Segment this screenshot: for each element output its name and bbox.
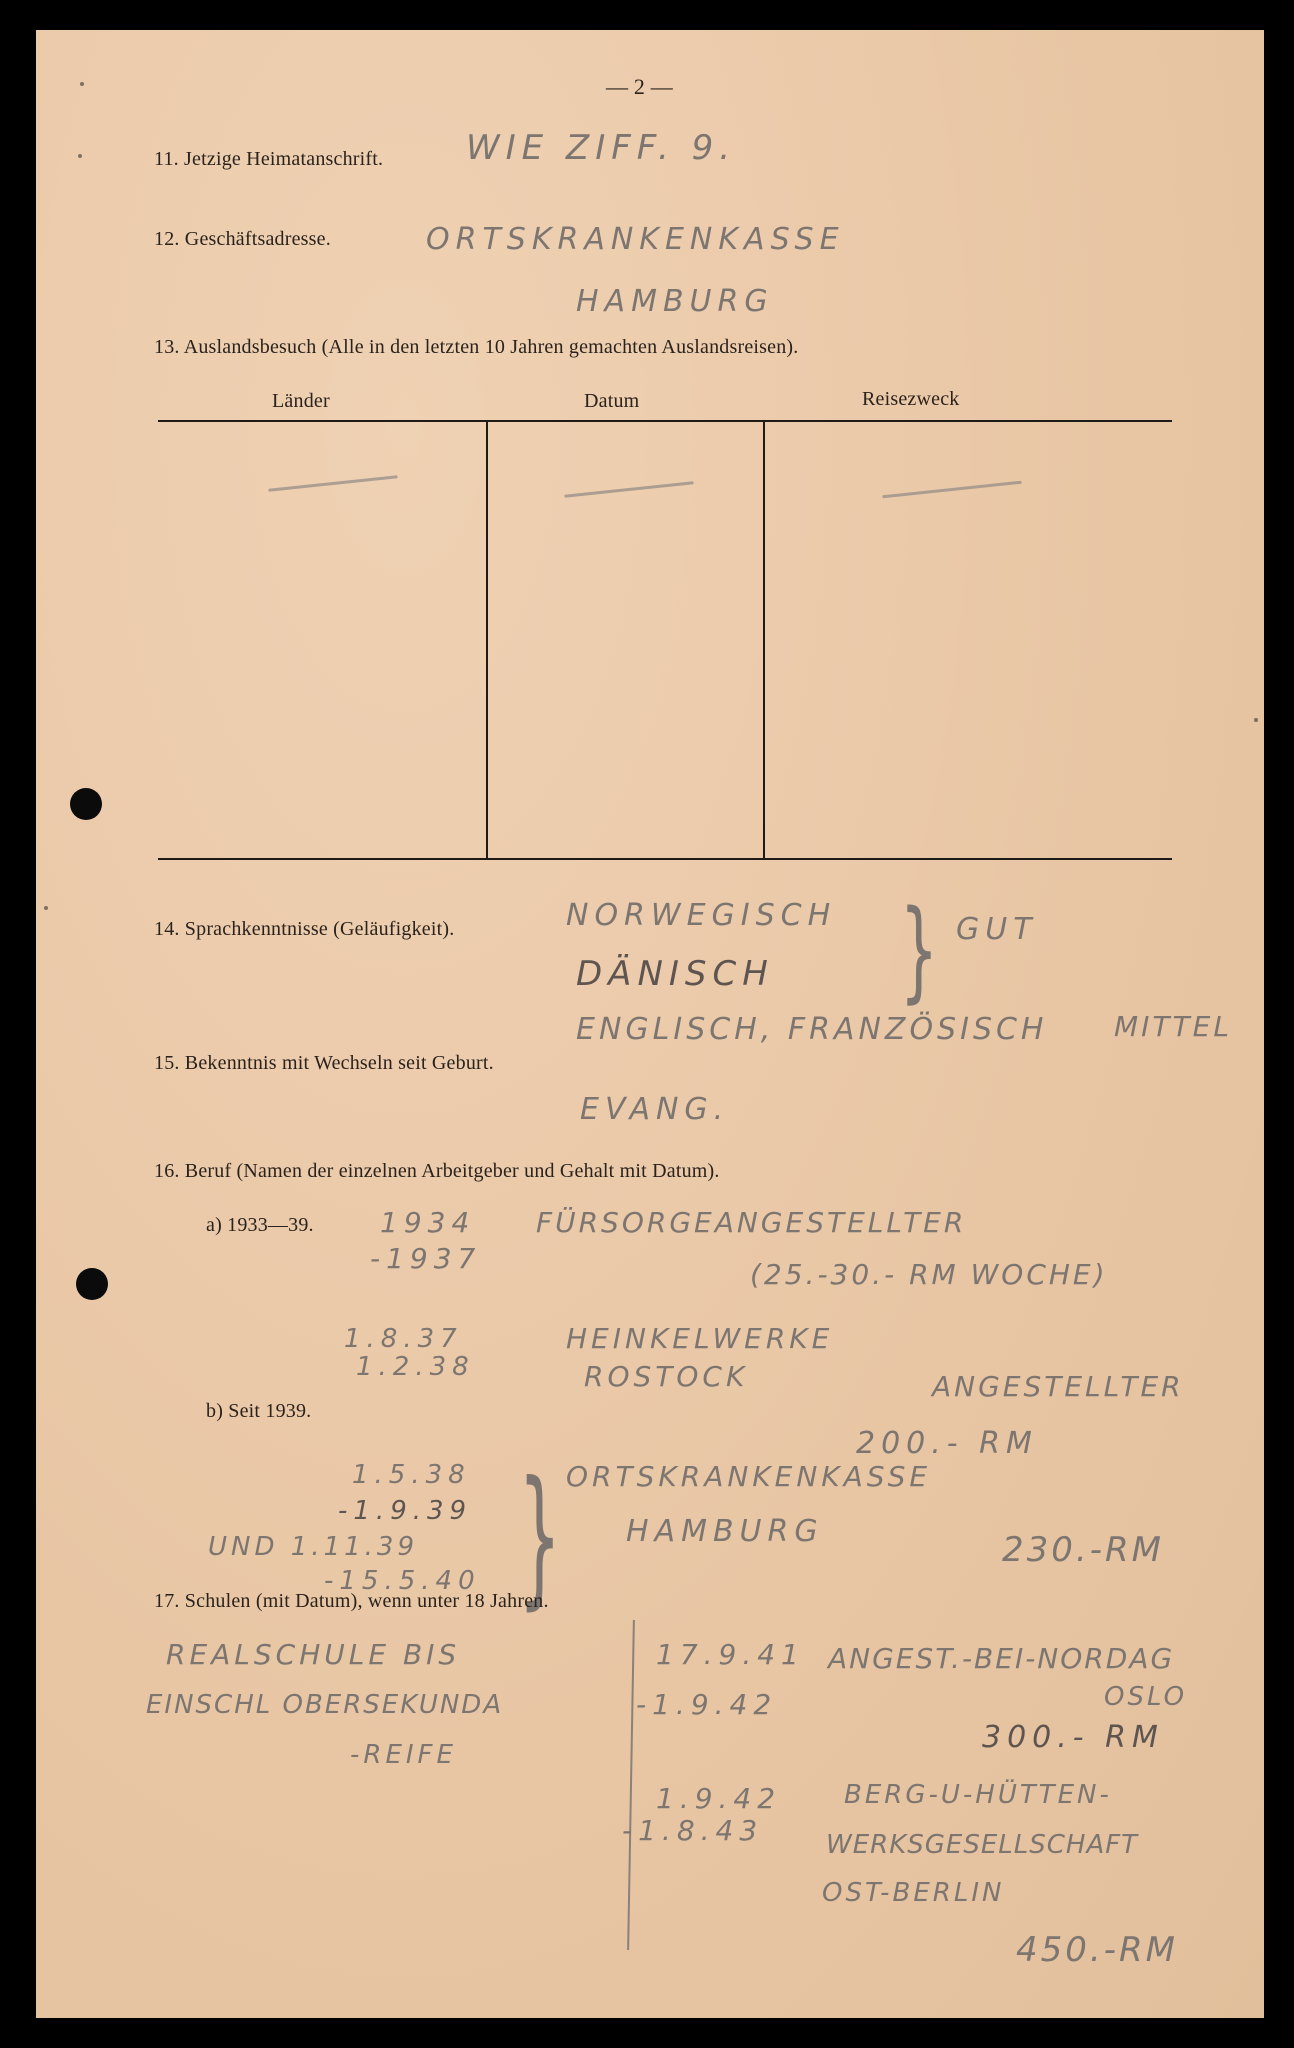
e2-salary: 200.- RM	[856, 1426, 1038, 1461]
table-bottom-rule	[158, 858, 1172, 860]
q14-lang2: DÄNISCH	[576, 954, 774, 994]
e3-date-4: -15.5.40	[324, 1566, 481, 1596]
e3-date-1: 1.5.38	[352, 1460, 471, 1490]
paper-speck	[1254, 718, 1258, 722]
e4-salary: 300.- RM	[982, 1720, 1164, 1755]
q16-a-label: a) 1933—39.	[206, 1214, 314, 1236]
school-line2: EINSCHL OBERSEKUNDA	[146, 1690, 504, 1720]
school-divider-line	[627, 1620, 635, 1950]
q15-answer: EVANG.	[580, 1092, 730, 1127]
e2-employer: HEINKELWERKE	[566, 1322, 834, 1355]
q14-label: 14. Sprachkenntnisse (Geläufigkeit).	[154, 918, 455, 940]
school-line3: -REIFE	[350, 1740, 457, 1770]
e3-location: HAMBURG	[626, 1514, 824, 1549]
e3-date-3: UND 1.11.39	[208, 1532, 419, 1562]
e3-brace-icon: }	[518, 1450, 562, 1624]
e3-date-2: -1.9.39	[338, 1496, 473, 1526]
q15-label: 15. Bekenntnis mit Wechseln seit Geburt.	[154, 1052, 494, 1074]
e1-salary: (25.-30.- RM WOCHE)	[750, 1258, 1108, 1291]
e2-date-to: 1.2.38	[356, 1352, 475, 1382]
e3-salary: 230.-RM	[1002, 1530, 1164, 1570]
col-header-reisezweck: Reisezweck	[862, 388, 960, 410]
punch-hole-lower	[76, 1268, 108, 1300]
q14-level1: GUT	[956, 912, 1038, 947]
school-line1: REALSCHULE BIS	[166, 1638, 461, 1671]
q11-label: 11. Jetzige Heimatanschrift.	[154, 148, 384, 170]
table-col-divider-1	[486, 422, 488, 858]
form-page	[36, 30, 1264, 2018]
e4-location: OSLO	[1104, 1682, 1188, 1712]
datum-empty-dash	[564, 481, 694, 498]
q11-answer: WIE ZIFF. 9.	[466, 128, 737, 168]
reisezweck-empty-dash	[882, 481, 1022, 499]
e5-employer-line1: BERG-U-HÜTTEN-	[844, 1780, 1112, 1810]
laender-empty-dash	[268, 475, 398, 492]
e2-location: ROSTOCK	[584, 1360, 749, 1393]
q12-label: 12. Geschäftsadresse.	[154, 228, 331, 250]
q17-label: 17. Schulen (mit Datum), wenn unter 18 Jahren.	[154, 1590, 549, 1612]
page-number: — 2 —	[606, 74, 673, 99]
e5-date-from: 1.9.42	[656, 1782, 782, 1815]
e4-employer: ANGEST.-BEI-NORDAG	[828, 1642, 1175, 1675]
punch-hole-upper	[70, 788, 102, 820]
q12-answer-line2: HAMBURG	[576, 284, 774, 319]
q14-level2: MITTEL	[1114, 1010, 1232, 1043]
q14-brace-icon: }	[899, 886, 939, 1014]
q16-label: 16. Beruf (Namen der einzelnen Arbeitgeber und Gehalt mit Datum).	[154, 1160, 720, 1182]
paper-speck	[80, 82, 84, 86]
e5-employer-line2: WERKSGESELLSCHAFT	[826, 1830, 1139, 1860]
col-header-datum: Datum	[584, 390, 640, 412]
q12-answer-line1: ORTSKRANKENKASSE	[426, 222, 845, 257]
paper-speck	[78, 154, 82, 158]
e3-employer: ORTSKRANKENKASSE	[566, 1460, 932, 1493]
q16-b-label: b) Seit 1939.	[206, 1400, 312, 1422]
e1-date-from: 1934	[380, 1206, 476, 1239]
q14-lang1: NORWEGISCH	[566, 898, 837, 933]
e5-salary: 450.-RM	[1016, 1930, 1178, 1970]
table-col-divider-2	[763, 422, 765, 858]
e5-location: OST-BERLIN	[822, 1878, 1005, 1908]
q13-label: 13. Auslandsbesuch (Alle in den letzten 10 Jahren gemachten Auslandsreisen).	[154, 336, 799, 358]
e5-date-to: -1.8.43	[622, 1814, 764, 1847]
e4-date-from: 17.9.41	[656, 1638, 805, 1671]
e1-date-to: -1937	[370, 1242, 482, 1275]
table-top-rule	[158, 420, 1172, 422]
paper-speck	[44, 906, 48, 910]
e2-role: ANGESTELLTER	[932, 1370, 1184, 1403]
e2-date-from: 1.8.37	[344, 1324, 463, 1354]
e4-date-to: -1.9.42	[636, 1688, 778, 1721]
q14-lang3: ENGLISCH, FRANZÖSISCH	[576, 1012, 1048, 1047]
col-header-laender: Länder	[272, 390, 330, 412]
e1-employer: FÜRSORGEANGESTELLTER	[536, 1206, 967, 1239]
